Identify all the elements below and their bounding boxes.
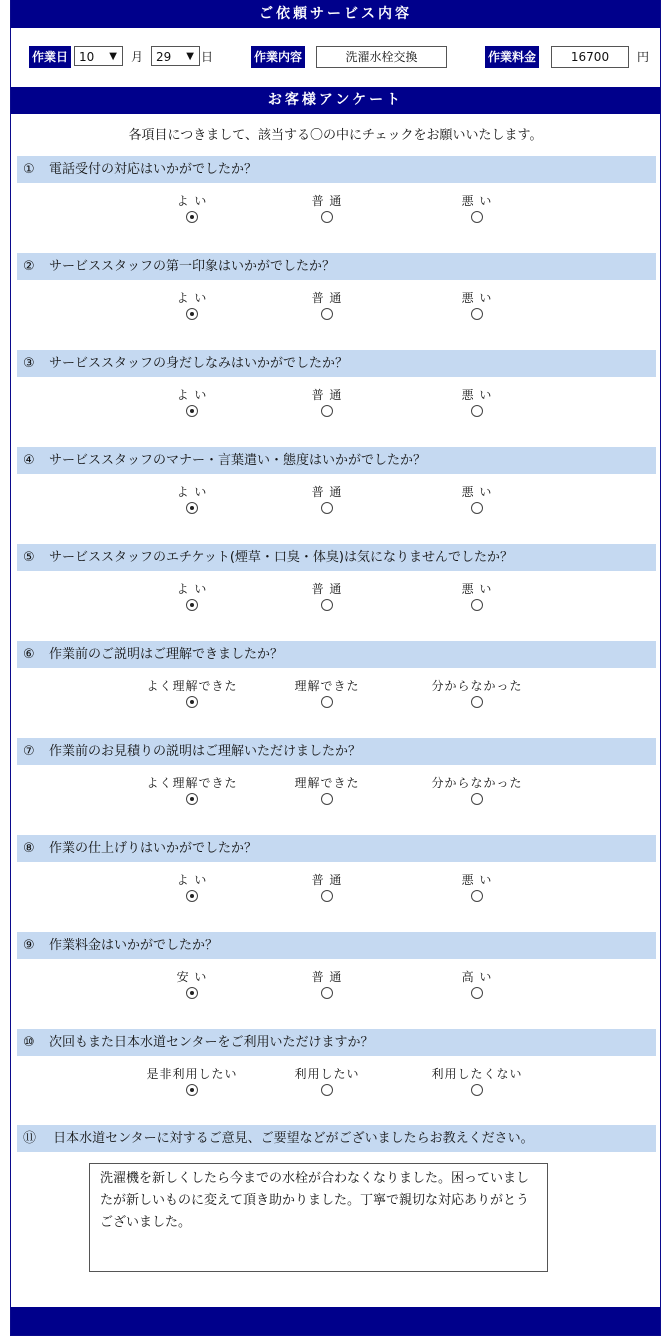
option-label: 悪 い [461,291,493,305]
option-label: 分からなかった [431,679,523,693]
answer-option [132,387,252,420]
answer-option [417,193,537,226]
question-2 [17,253,656,340]
option-label: 悪 い [461,873,493,887]
answer-option [267,387,387,420]
question-6 [17,641,656,728]
work-fee-field[interactable]: 16700 [551,46,629,68]
answer-options [17,571,656,631]
option-label: 利用したくない [431,1067,523,1081]
answer-option [267,775,387,808]
answer-option [267,678,387,711]
answer-option [417,387,537,420]
radio-button[interactable] [186,599,198,611]
answer-options [17,1056,656,1116]
radio-button[interactable] [321,211,333,223]
radio-button[interactable] [321,987,333,999]
comment-textarea[interactable]: 洗濯機を新しくしたら今までの水栓が合わなくなりました。困っていましたが新しいものに変えて頂き助かりました。丁寧で親切な対応ありがとうございました。 [89,1163,548,1272]
answer-option [132,290,252,323]
option-label: 理解できた [294,776,360,790]
option-label: 高 い [461,970,493,984]
question-header [17,156,656,183]
survey-form [10,0,661,1336]
question-header [17,544,656,571]
option-label: 悪 い [461,485,493,499]
answer-options [17,280,656,340]
answer-option [267,290,387,323]
answer-option [132,872,252,905]
question-number: ③ [23,356,35,371]
answer-options [17,474,656,534]
answer-option [267,969,387,1002]
radio-button[interactable] [321,793,333,805]
question-number: ② [23,259,35,274]
radio-button[interactable] [471,405,483,417]
fee-unit: 円 [637,50,650,64]
question-number: ⑦ [23,744,35,759]
radio-button[interactable] [471,599,483,611]
answer-option [267,193,387,226]
answer-option [417,678,537,711]
radio-button[interactable] [186,211,198,223]
question-number: ⑩ [23,1035,35,1050]
radio-button[interactable] [471,308,483,320]
question-1 [17,156,656,243]
radio-button[interactable] [321,405,333,417]
work-content-field[interactable]: 洗濯水栓交換 [316,46,447,68]
radio-button[interactable] [186,405,198,417]
answer-option [417,1066,537,1099]
option-label: よ い [176,388,208,402]
answer-options [17,377,656,437]
option-label: よ い [176,291,208,305]
option-label: 悪 い [461,194,493,208]
question-number: ⑧ [23,841,35,856]
question-text: 作業前のお見積りの説明はご理解いただけましたか？ [49,744,362,759]
question-header [17,350,656,377]
radio-button[interactable] [471,211,483,223]
radio-button[interactable] [321,890,333,902]
radio-button[interactable] [321,696,333,708]
option-label: 普 通 [311,388,343,402]
footer-bar [11,1307,660,1335]
question-text: サービススタッフのマナー・言葉遣い・態度はいかがでしたか？ [49,453,427,468]
answer-option [132,484,252,517]
question-text: サービススタッフのエチケット(煙草・口臭・体臭)は気になりませんでしたか？ [49,550,513,565]
work-fee-label: 作業料金 [485,46,539,68]
answer-option [417,484,537,517]
answer-option [132,581,252,614]
option-label: よ い [176,873,208,887]
question-text: 次回もまた日本水道センターをご利用いただけますか？ [49,1035,374,1050]
question-header [17,253,656,280]
radio-button[interactable] [321,502,333,514]
question-text: 作業前のご説明はご理解できましたか？ [49,647,284,662]
option-label: 普 通 [311,291,343,305]
question-3 [17,350,656,437]
option-label: 安 い [176,970,208,984]
question-number: ⑥ [23,647,35,662]
question-8 [17,835,656,922]
work-date-label: 作業日 [29,46,71,68]
option-label: 普 通 [311,194,343,208]
radio-button[interactable] [186,890,198,902]
question-header [17,447,656,474]
radio-button[interactable] [186,1084,198,1096]
question-5 [17,544,656,631]
radio-button[interactable] [471,987,483,999]
question-text: 日本水道センターに対するご意見、ご要望などがございましたらお教えください。 [53,1131,534,1146]
radio-button[interactable] [321,308,333,320]
option-label: よ い [176,194,208,208]
question-header [17,1029,656,1056]
radio-button[interactable] [321,1084,333,1096]
chevron-down-icon: ▼ [186,51,194,62]
option-label: 分からなかった [431,776,523,790]
answer-options [17,959,656,1019]
answer-option [267,581,387,614]
option-label: 理解できた [294,679,360,693]
answer-option [132,678,252,711]
radio-button[interactable] [471,890,483,902]
question-7 [17,738,656,825]
radio-button[interactable] [186,696,198,708]
option-label: 利用したい [294,1067,360,1081]
option-label: よ い [176,582,208,596]
survey-header: お客様アンケート [11,87,660,114]
answer-option [132,193,252,226]
day-unit: 日 [201,50,214,64]
question-4 [17,447,656,534]
question-number: ⑨ [23,938,35,953]
answer-options [17,183,656,243]
option-label: 悪 い [461,582,493,596]
question-header [17,932,656,959]
question-text: サービススタッフの身だしなみはいかがでしたか？ [49,356,349,371]
option-label: 普 通 [311,582,343,596]
chevron-down-icon: ▼ [109,51,117,62]
question-11 [17,1125,656,1152]
survey-intro: 各項目につきまして、該当する〇の中にチェックをお願いいたします。 [128,128,543,143]
answer-option [417,969,537,1002]
option-label: 是非利用したい [146,1067,238,1081]
day-select[interactable] [151,46,200,66]
question-text: 電話受付の対応はいかがでしたか？ [49,162,258,177]
question-text: サービススタッフの第一印象はいかがでしたか？ [49,259,336,274]
answer-option [417,872,537,905]
answer-options [17,765,656,825]
work-info-row [11,46,660,70]
answer-option [267,1066,387,1099]
question-9 [17,932,656,1019]
question-number: ④ [23,453,35,468]
option-label: よく理解できた [146,776,238,790]
option-label: 普 通 [311,485,343,499]
question-number: ⑤ [23,550,35,565]
question-header [17,641,656,668]
radio-button[interactable] [186,987,198,999]
radio-button[interactable] [321,599,333,611]
question-number: ⑪ [23,1131,37,1146]
answer-option [132,1066,252,1099]
answer-option [267,872,387,905]
answer-options [17,668,656,728]
question-text: 作業料金はいかがでしたか？ [49,938,219,953]
question-header [17,738,656,765]
answer-option [417,775,537,808]
answer-options [17,862,656,922]
month-unit: 月 [131,50,144,64]
option-label: よ い [176,485,208,499]
question-header [17,1125,656,1152]
answer-option [417,581,537,614]
radio-button[interactable] [186,502,198,514]
day-value: 29 [156,50,172,64]
month-value: 10 [79,50,95,64]
radio-button[interactable] [471,1084,483,1096]
radio-button[interactable] [471,696,483,708]
answer-option [417,290,537,323]
option-label: 普 通 [311,970,343,984]
option-label: 悪 い [461,388,493,402]
question-number: ① [23,162,35,177]
work-content-label: 作業内容 [251,46,305,68]
radio-button[interactable] [471,502,483,514]
answer-option [132,775,252,808]
radio-button[interactable] [186,793,198,805]
option-label: よく理解できた [146,679,238,693]
service-header: ご依頼サービス内容 [11,0,660,28]
radio-button[interactable] [471,793,483,805]
option-label: 普 通 [311,873,343,887]
question-header [17,835,656,862]
radio-button[interactable] [186,308,198,320]
question-text: 作業の仕上げりはいかがでしたか？ [49,841,258,856]
month-select[interactable] [74,46,123,66]
question-10 [17,1029,656,1116]
answer-option [132,969,252,1002]
answer-option [267,484,387,517]
